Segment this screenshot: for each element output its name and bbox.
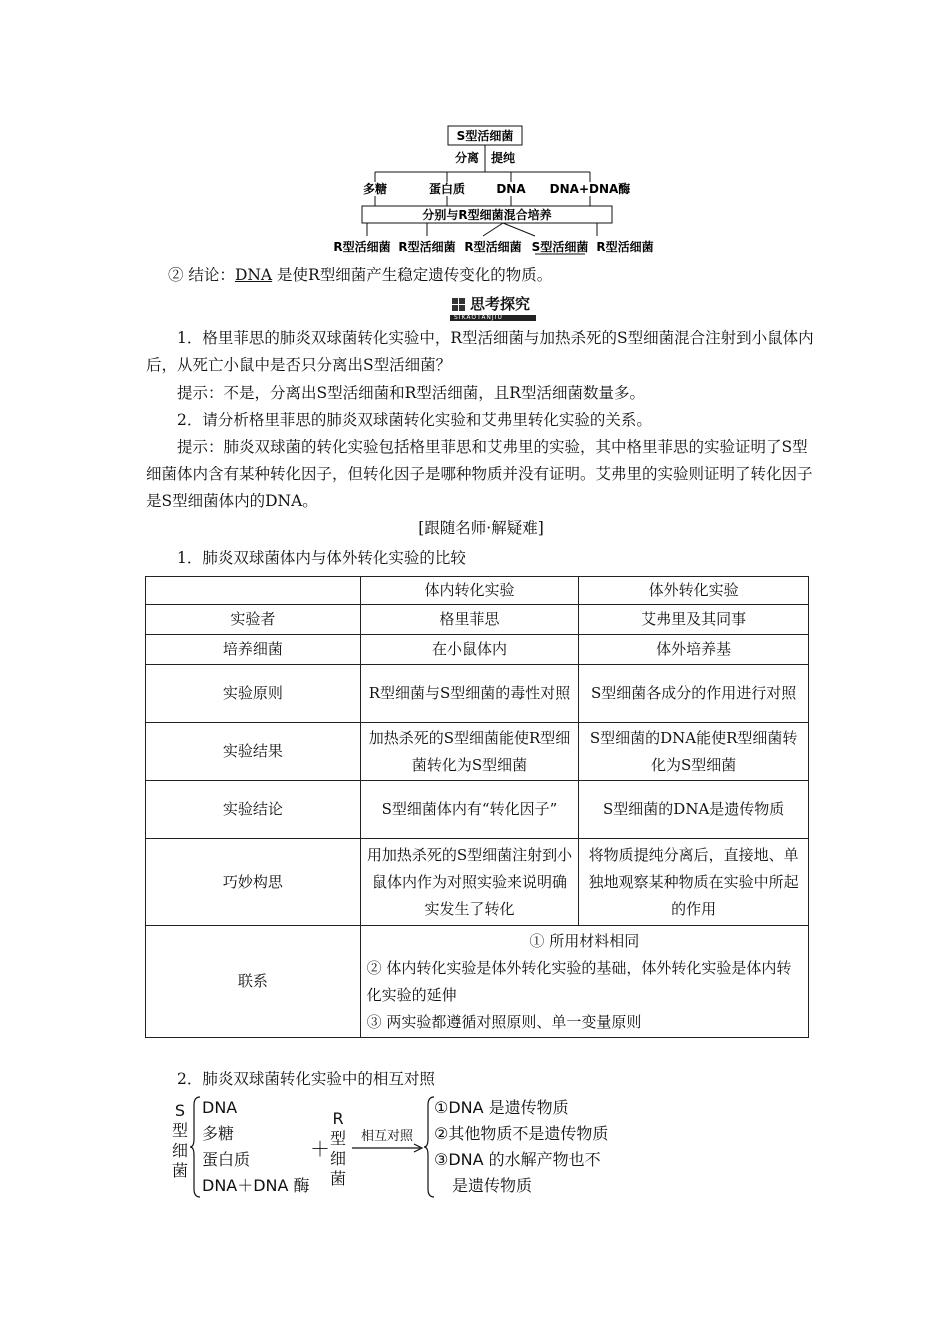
result-item: ①DNA 是遗传物质 — [434, 1098, 569, 1117]
table-cell: 联系 — [146, 926, 361, 1038]
r-bacteria-label: R 型 细 菌 — [329, 1109, 346, 1188]
conclusion-line — [146, 262, 816, 289]
flow-result: R型活细菌 — [398, 240, 456, 254]
s-item: DNA＋DNA 酶 — [202, 1176, 310, 1195]
table-cell: 体外培养基 — [579, 635, 809, 665]
table-header-row — [146, 577, 809, 605]
section-header-title: 思考探究 — [470, 295, 531, 313]
plus-sign: ＋ — [310, 1137, 330, 1161]
table-header-cell: 体外转化实验 — [579, 577, 809, 605]
flow-diagram — [320, 120, 660, 260]
table-header-cell: 体内转化实验 — [360, 577, 579, 605]
table-cell: 加热杀死的S型细菌能使R型细菌转化为S型细菌 — [360, 723, 579, 781]
table-cell: S型细菌体内有“转化因子” — [360, 781, 579, 839]
flow-result: R型活细菌 — [596, 240, 654, 254]
answer-1: 提示：不是，分离出S型活细菌和R型活细菌，且R型活细菌数量多。 — [177, 384, 645, 402]
question-2: 2．请分析格里菲思的肺炎双球菌转化实验和艾弗里转化实验的关系。 — [177, 411, 652, 429]
s-item: DNA — [202, 1098, 238, 1117]
table-cell: 巧妙构思 — [146, 839, 361, 926]
link-item: ① 所用材料相同 — [529, 931, 640, 950]
table-cell: 实验结果 — [146, 723, 361, 781]
s-item: 蛋白质 — [202, 1150, 251, 1169]
flow-result: R型活细菌 — [464, 240, 522, 254]
table-link-cell — [360, 926, 808, 1038]
section-header-think — [450, 296, 570, 322]
right-arrow-icon — [352, 1143, 426, 1153]
table-row — [146, 839, 809, 926]
section-header-subtitle: SIKAOTANJIU — [454, 314, 503, 321]
table-cell: 实验者 — [146, 605, 361, 635]
flow-mix-label: 分别与R型细菌混合培养 — [422, 208, 552, 222]
flow-step-separate: 分离 — [454, 151, 479, 165]
flow-step-purify: 提纯 — [491, 151, 516, 165]
section2-title: 2．肺炎双球菌转化实验中的相互对照 — [177, 1070, 435, 1088]
comparison-table — [145, 576, 809, 1038]
table-cell: 实验原则 — [146, 665, 361, 723]
table-cell: 培养细菌 — [146, 635, 361, 665]
arrow-label: 相互对照 — [360, 1129, 413, 1144]
table-cell: S型细菌各成分的作用进行对照 — [579, 665, 809, 723]
teacher-header: [跟随名师·解疑难] — [418, 519, 544, 537]
s-bacteria-label: S 型 细 菌 — [171, 1101, 188, 1180]
table-cell: 格里菲思 — [360, 605, 579, 635]
table-row — [146, 665, 809, 723]
result-item: ③DNA 的水解产物也不 — [434, 1150, 601, 1169]
table-link-row — [146, 926, 809, 1038]
table-cell: 实验结论 — [146, 781, 361, 839]
link-item: ③ 两实验都遵循对照原则、单一变量原则 — [366, 1012, 642, 1031]
s-item: 多糖 — [202, 1124, 235, 1143]
mutual-control-diagram — [160, 1093, 660, 1203]
conclusion-prefix: ② 结论： — [168, 266, 235, 284]
flow-component: DNA+DNA酶 — [549, 182, 631, 196]
left-brace-icon — [190, 1095, 202, 1199]
table-row — [146, 635, 809, 665]
question-1: 1．格里菲思的肺炎双球菌转化实验中，R型活细菌与加热杀死的S型细菌混合注射到小鼠体内后，从死亡小鼠中是否只分离出S型活细菌？ — [146, 329, 814, 374]
table-row — [146, 781, 809, 839]
answer-2: 提示：肺炎双球菌的转化实验包括格里菲思和艾弗里的实验，其中格里菲思的实验证明了S型细菌体内含有某种转化因子，但转化因子是哪种物质并没有证明。艾弗里的实验则证明了转化因子是S型细菌体内的DNA。 — [146, 438, 813, 510]
table-row — [146, 723, 809, 781]
table-row — [146, 605, 809, 635]
conclusion-rest: 是使R型细菌产生稳定遗传变化的物质。 — [272, 266, 553, 284]
table-header-cell — [146, 577, 361, 605]
flow-component: 蛋白质 — [428, 182, 466, 196]
table-cell: 艾弗里及其同事 — [579, 605, 809, 635]
flow-result: R型活细菌 — [333, 240, 391, 254]
flow-result: S型活细菌 — [531, 240, 589, 254]
result-item: ②其他物质不是遗传物质 — [434, 1124, 609, 1143]
result-item: 是遗传物质 — [452, 1176, 533, 1195]
conclusion-dna: DNA — [234, 266, 273, 284]
link-item: ② 体内转化实验是体外转化实验的基础，体外转化实验是体内转化实验的延伸 — [366, 958, 792, 1004]
table-cell: 在小鼠体内 — [360, 635, 579, 665]
flow-component: 多糖 — [362, 182, 388, 196]
table-title: 1．肺炎双球菌体内与体外转化实验的比较 — [177, 549, 466, 567]
flow-component: DNA — [496, 182, 526, 196]
flow-top-label: S型活细菌 — [456, 129, 514, 143]
table-cell: S型细菌的DNA能使R型细菌转化为S型细菌 — [579, 723, 809, 781]
table-cell: 用加热杀死的S型细菌注射到小鼠体内作为对照实验来说明确实发生了转化 — [360, 839, 579, 926]
table-cell: S型细菌的DNA是遗传物质 — [579, 781, 809, 839]
table-cell: R型细菌与S型细菌的毒性对照 — [360, 665, 579, 723]
table-cell: 将物质提纯分离后，直接地、单独地观察某种物质在实验中所起的作用 — [579, 839, 809, 926]
